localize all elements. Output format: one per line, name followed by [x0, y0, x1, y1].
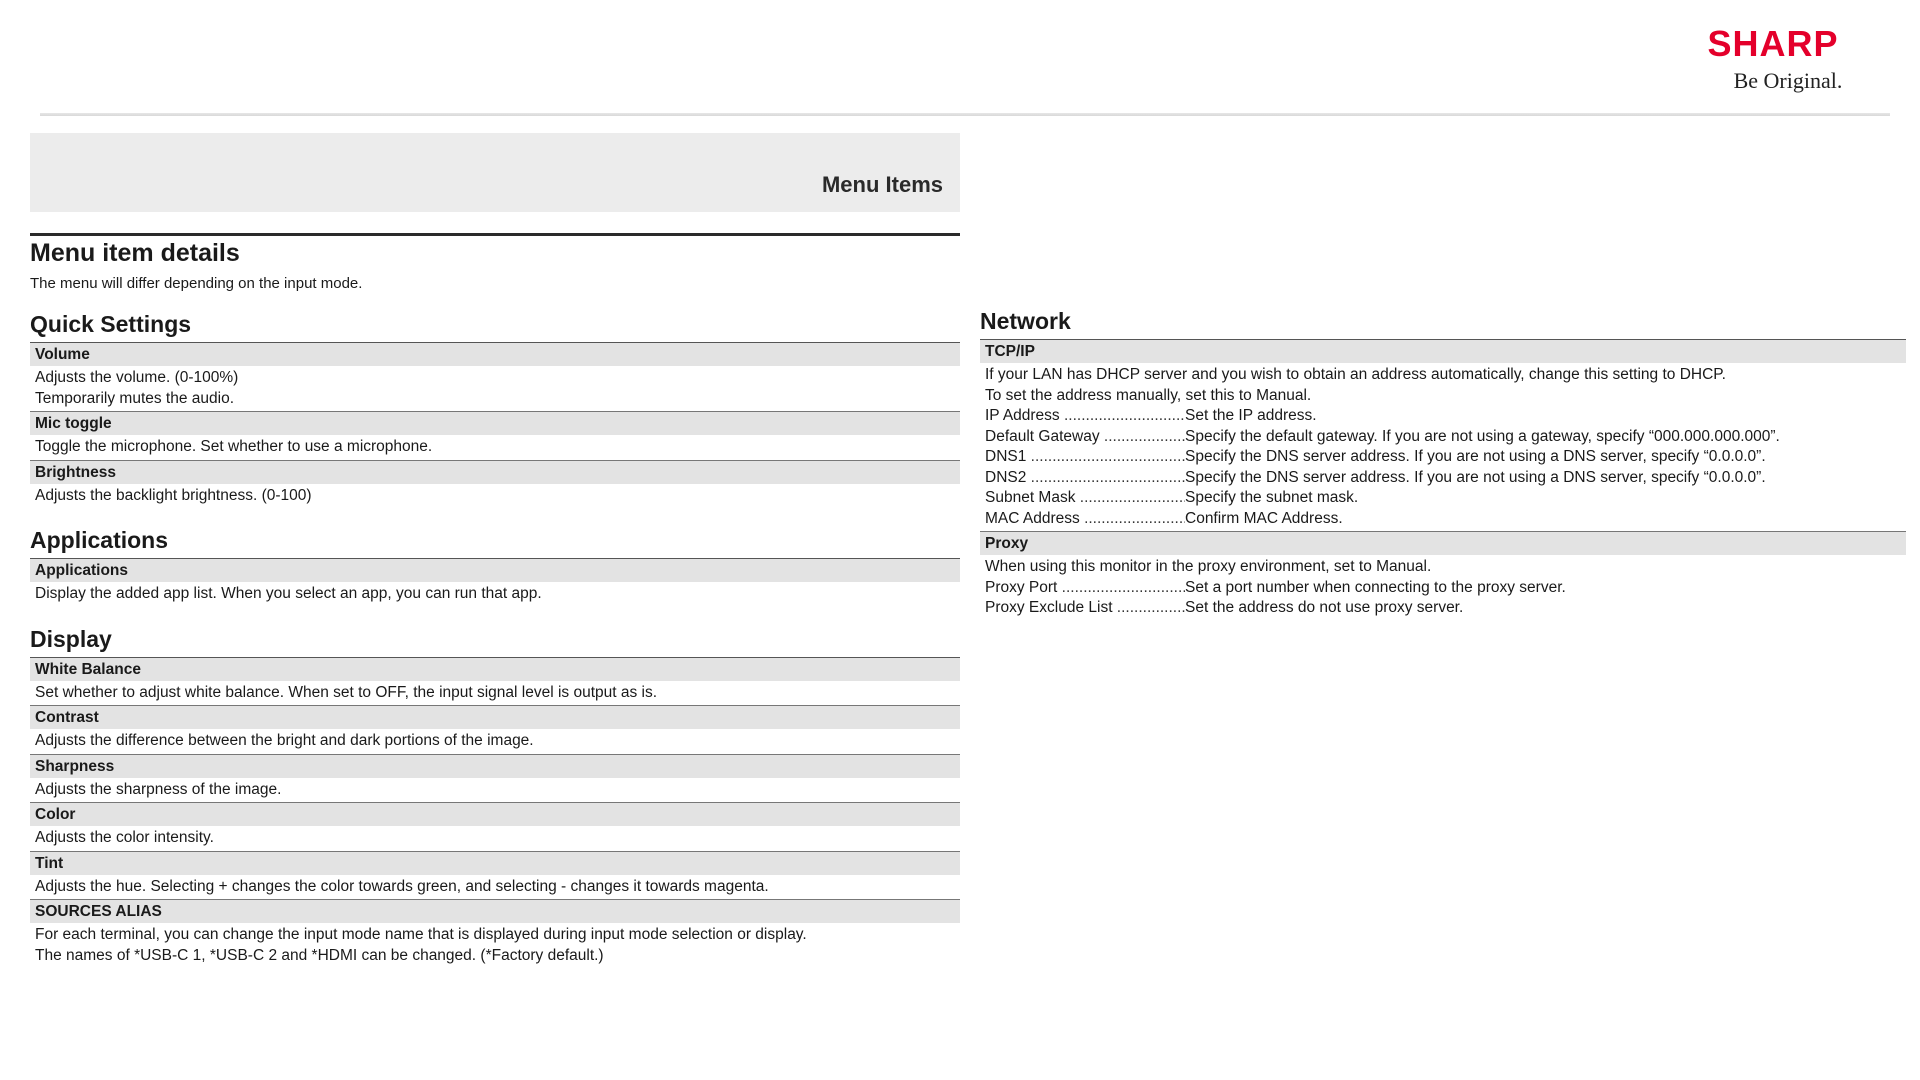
- item-tcpip: [980, 340, 1906, 531]
- item-description: [30, 681, 960, 706]
- field-ip-address: [985, 406, 1901, 427]
- field-label: IP Address .....: [985, 406, 1185, 427]
- field-mac-address: [985, 509, 1901, 530]
- sharp-logo: [1658, 23, 1888, 94]
- item-volume: [30, 343, 960, 411]
- item-name: SOURCES ALIAS: [30, 900, 960, 923]
- item-description: [30, 484, 960, 509]
- field-label: DNS2 .....: [985, 468, 1185, 489]
- field-description: Confirm MAC Address.: [1185, 509, 1343, 527]
- item-description: [30, 729, 960, 754]
- section-heading: Applications: [30, 527, 169, 553]
- item-name: Brightness: [30, 461, 960, 484]
- section-heading: Network: [980, 308, 1071, 334]
- item-name: Color: [30, 803, 960, 826]
- field-proxy-exclude-list: [985, 598, 1901, 619]
- left-column: [30, 233, 960, 968]
- description-line: Toggle the microphone. Set whether to use a microphone.: [35, 438, 433, 455]
- section-heading: Quick Settings: [30, 311, 192, 337]
- item-name: Tint: [30, 852, 960, 875]
- right-column: [980, 307, 1906, 621]
- title-band: [30, 133, 960, 212]
- item-description: [30, 582, 960, 607]
- field-label: DNS1 .....: [985, 447, 1185, 468]
- item-color: [30, 803, 960, 851]
- description-line: Set whether to adjust white balance. When set to OFF, the input signal level is output as is.: [35, 683, 658, 701]
- item-description: [30, 366, 960, 411]
- section-quick-settings: [30, 310, 960, 508]
- item-name: Mic toggle: [30, 412, 960, 435]
- section-heading: Display: [30, 625, 112, 652]
- item-name: TCP/IP: [980, 340, 1906, 363]
- page-title: Menu Items: [821, 172, 943, 197]
- section-network: [980, 307, 1906, 621]
- doc-intro: The menu will differ depending on the input mode.: [30, 275, 363, 292]
- item-mic-toggle: [30, 412, 960, 460]
- description-line: For each terminal, you can change the input mode name that is displayed during input mode selection or display.: [35, 926, 807, 943]
- description-line: Adjusts the color intensity.: [35, 829, 214, 846]
- doc-title: Menu item details: [30, 239, 240, 267]
- item-name: Sharpness: [30, 755, 960, 778]
- description-line: Temporarily mutes the audio.: [35, 389, 235, 407]
- item-name: Volume: [30, 343, 960, 366]
- description-line: Adjusts the volume. (0-100%): [35, 369, 239, 386]
- field-description: Specify the default gateway. If you are not using a gateway, specify “000.000.000.000”.: [1185, 427, 1780, 445]
- item-name: Contrast: [30, 706, 960, 729]
- field-label: Default Gateway .....: [985, 427, 1185, 448]
- item-applications: [30, 559, 960, 607]
- item-brightness: [30, 461, 960, 509]
- field-label: Proxy Exclude List .....: [985, 598, 1185, 619]
- item-description: [980, 363, 1906, 531]
- field-description: Specify the DNS server address. If you are not using a DNS server, specify “0.0.0.0”.: [1185, 468, 1766, 486]
- item-tint: [30, 852, 960, 900]
- description-line: To set the address manually, set this to Manual.: [985, 386, 1312, 404]
- section-display: [30, 625, 960, 969]
- field-description: Set a port number when connecting to the proxy server.: [1185, 578, 1566, 596]
- description-line: Adjusts the hue. Selecting + changes the color towards green, and selecting - changes it towards magenta.: [35, 877, 769, 895]
- item-sources-alias: [30, 900, 960, 968]
- item-description: [980, 555, 1906, 621]
- description-line: When using this monitor in the proxy environment, set to Manual.: [985, 558, 1432, 575]
- field-label: MAC Address .....: [985, 509, 1185, 530]
- item-description: [30, 826, 960, 851]
- item-contrast: [30, 706, 960, 754]
- field-description: Specify the DNS server address. If you are not using a DNS server, specify “0.0.0.0”.: [1185, 448, 1766, 465]
- item-description: [30, 435, 960, 460]
- field-label: Proxy Port .....: [985, 578, 1185, 599]
- field-dns1: [985, 447, 1901, 468]
- item-name: White Balance: [30, 658, 960, 681]
- field-dns2: [985, 468, 1901, 489]
- item-proxy: [980, 532, 1906, 621]
- item-description: [30, 778, 960, 803]
- field-subnet-mask: [985, 488, 1901, 509]
- item-name: Proxy: [980, 532, 1906, 555]
- description-line: If your LAN has DHCP server and you wish to obtain an address automatically, change this setting to DHCP.: [985, 366, 1726, 383]
- item-white-balance: [30, 658, 960, 706]
- field-label: Subnet Mask .....: [985, 488, 1185, 509]
- description-line: Adjusts the backlight brightness. (0-100): [35, 486, 312, 504]
- description-line: Display the added app list. When you select an app, you can run that app.: [35, 585, 542, 602]
- item-sharpness: [30, 755, 960, 803]
- item-description: [30, 875, 960, 900]
- field-default-gateway: [985, 427, 1901, 448]
- section-applications: [30, 526, 960, 607]
- field-proxy-port: [985, 578, 1901, 599]
- item-description: [30, 923, 960, 968]
- header-divider: [40, 113, 1890, 116]
- field-description: Set the IP address.: [1185, 407, 1317, 424]
- field-description: Specify the subnet mask.: [1185, 489, 1359, 506]
- item-name: Applications: [30, 559, 960, 582]
- description-line: Adjusts the difference between the bright and dark portions of the image.: [35, 732, 534, 749]
- brand-tagline: Be Original.: [1733, 68, 1843, 93]
- description-line: Adjusts the sharpness of the image.: [35, 780, 282, 798]
- brand-name: SHARP: [1707, 23, 1839, 64]
- field-description: Set the address do not use proxy server.: [1185, 599, 1464, 616]
- description-line: The names of *USB-C 1, *USB-C 2 and *HDMI can be changed. (*Factory default.): [35, 946, 604, 964]
